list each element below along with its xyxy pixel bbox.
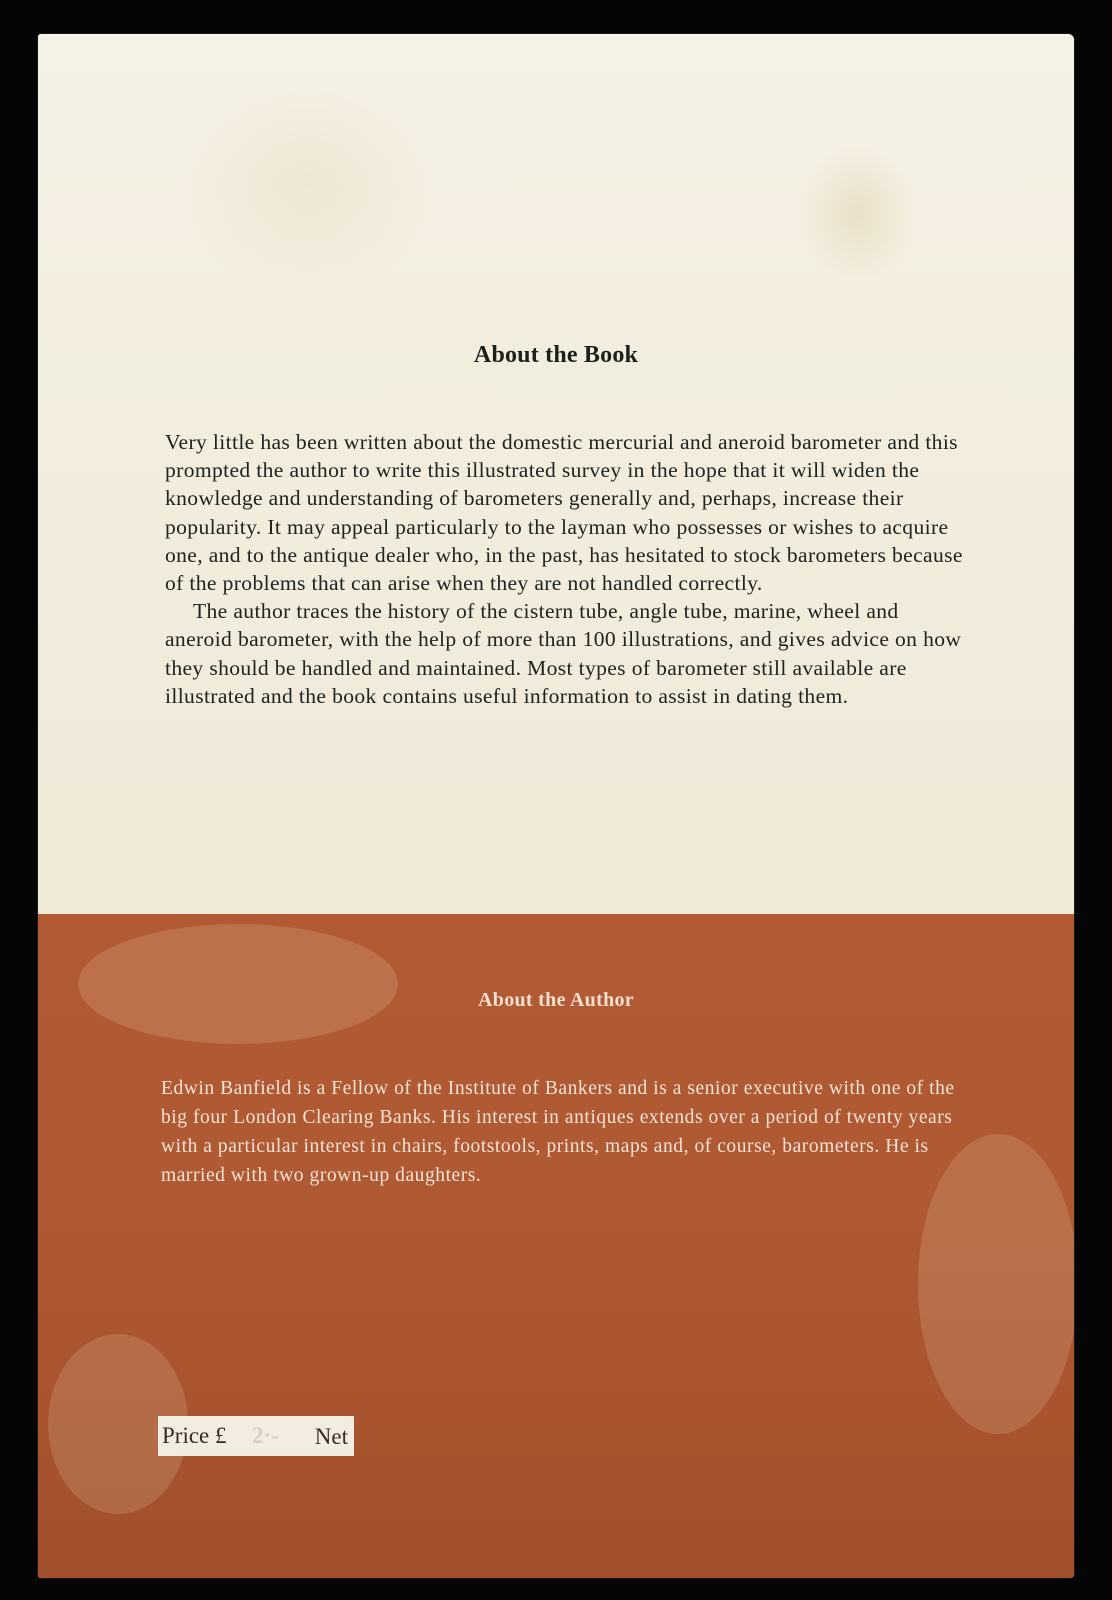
book-back-cover	[38, 34, 1074, 1578]
price-label-box	[158, 1416, 354, 1456]
about-book-heading: About the Book	[473, 342, 639, 368]
about-author-panel	[38, 914, 1074, 1578]
about-book-body	[165, 428, 965, 710]
about-book-panel	[38, 34, 1074, 914]
about-author-heading: About the Author	[478, 989, 634, 1011]
paper-stain	[178, 74, 438, 294]
about-book-paragraph: Very little has been written about the domestic mercurial and aneroid barometer and this prompted the author to write this illustrated survey in the hope that it will widen the knowledge and understanding of barometers generally and, perhaps, increase their popularity. It may appeal particularly to the layman who possesses or wishes to acquire one, and to the antique dealer who, in the past, has hesitated to stock barometers because of the problems that can arise when they are not handled correctly.	[165, 430, 963, 596]
cover-wear-mark	[78, 924, 398, 1044]
about-author-paragraph: Edwin Banfield is a Fellow of the Institute of Bankers and is a senior executive with one of the big four London Clearing Banks. His interest in antiques extends over a period of twenty years with a particular interest in chairs, footstools, prints, maps and, of course, barometers. He is married with two grown-up daughters.	[161, 1078, 955, 1186]
price-amount: 2·-	[252, 1423, 279, 1448]
price-net-label: Net	[314, 1424, 348, 1449]
price-label: Price £	[162, 1423, 227, 1448]
about-book-paragraph: The author traces the history of the cistern tube, angle tube, marine, wheel and aneroid barometer, with the help of more than 100 illustrations, and gives advice on how they should be handled and maintained. Most types of barometer still available are illustrated and the book contains useful information to assist in dating them.	[165, 599, 962, 708]
paper-stain	[798, 144, 918, 284]
about-author-body	[161, 1074, 966, 1190]
